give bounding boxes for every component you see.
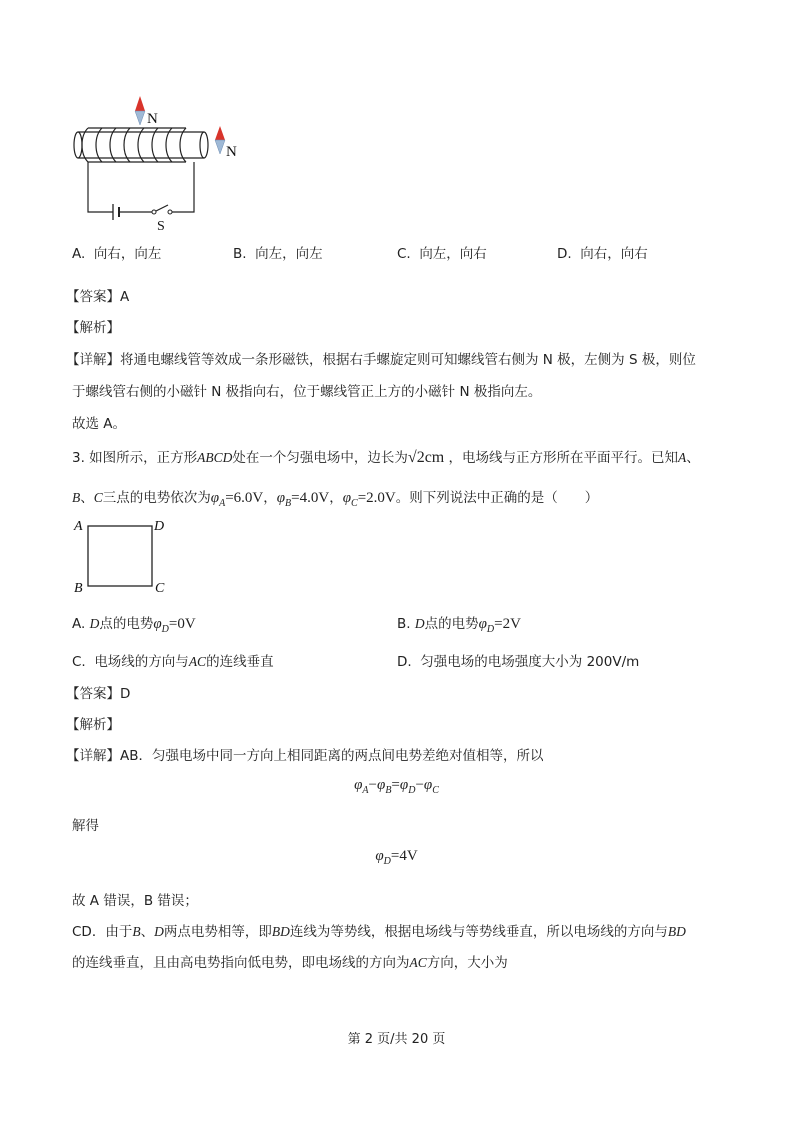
- compass-right-south: [215, 140, 225, 154]
- switch-label: S: [157, 219, 165, 232]
- q3-cd-line2: 的连线垂直，且由高电势指向低电势，即电场线的方向为AC方向，大小为: [72, 955, 508, 971]
- q3-analysis-tag: 【解析】: [66, 717, 120, 733]
- q3-stem-line1: 3. 如图所示，正方形ABCD处在一个匀强电场中，边长为√2cm ，电场线与正方形所在平面平行。已知A、: [72, 449, 700, 466]
- q2-option-c: C. 向左，向右: [397, 246, 487, 262]
- compass-right-north: [215, 126, 225, 140]
- q2-option-d: D. 向右，向右: [557, 246, 648, 262]
- q3-conclusion-ab: 故 A 错误，B 错误；: [72, 893, 198, 909]
- compass-top-north: [135, 96, 145, 111]
- side-length: √2cm: [407, 449, 445, 466]
- q2-analysis-tag: 【解析】: [66, 320, 120, 336]
- square-figure: [72, 514, 172, 596]
- switch-contact: [168, 210, 172, 214]
- vertex-c: C: [155, 581, 165, 596]
- solenoid-figure: [66, 92, 256, 232]
- q2-option-b: B. 向左，向左: [233, 246, 323, 262]
- equation-phi-d: $\varphi_D=4V$: [375, 848, 418, 867]
- compass-right-label: N: [226, 144, 237, 160]
- compass-top-label: N: [147, 111, 158, 127]
- compass-top-south: [135, 111, 145, 125]
- vertex-a: A: [74, 519, 83, 534]
- circuit-wire: [88, 162, 194, 212]
- q3-option-c: C. 电场线的方向与AC的连线垂直: [72, 654, 274, 670]
- q3-detail-line1: 【详解】AB．匀强电场中同一方向上相同距离的两点间电势差绝对值相等，所以: [66, 748, 544, 764]
- equation-potential-difference: $\varphi_A-\varphi_B=\varphi_D-\varphi_C$: [354, 777, 439, 796]
- q2-detail-line1: 【详解】将通电螺线管等效成一条形磁铁，根据右手螺旋定则可知螺线管右侧为 N 极，左侧为 S 极，则位: [66, 352, 696, 368]
- q2-answer: 【答案】A: [66, 289, 130, 305]
- q3-answer: 【答案】D: [66, 686, 131, 702]
- square-abcd: [88, 526, 152, 586]
- q3-stem-line2: B、C三点的电势依次为$\varphi_A=6.0V$，$\varphi_B=4.0V$，$\varphi_C=2.0V$。则下列说法中正确的是（ ）: [72, 490, 599, 509]
- q3-option-b: B. D点的电势$\varphi_D=2V$: [397, 616, 521, 635]
- phi-c-value: $\varphi_C=2.0V$: [342, 490, 396, 509]
- q3-solve-label: 解得: [72, 818, 99, 834]
- page-footer: 第 2 页/共 20 页: [347, 1032, 446, 1047]
- phi-b-value: $\varphi_B=4.0V$: [276, 490, 330, 509]
- switch-contact: [152, 210, 156, 214]
- q2-conclusion: 故选 A。: [72, 416, 127, 432]
- q2-detail-line2: 于螺线管右侧的小磁针 N 极指向右，位于螺线管正上方的小磁针 N 极指向左。: [72, 384, 542, 400]
- q3-option-a: A. D点的电势$\varphi_D=0V$: [72, 616, 196, 635]
- vertex-d: D: [154, 519, 165, 534]
- q3-option-d: D. 匀强电场的电场强度大小为 200V/m: [397, 654, 640, 670]
- vertex-b: B: [74, 581, 83, 596]
- q3-cd-line1: CD．由于B、D两点电势相等，即BD连线为等势线，根据电场线与等势线垂直，所以电场线的方向与BD: [72, 924, 686, 940]
- phi-a-value: $\varphi_A=6.0V$: [210, 490, 264, 509]
- solenoid-coil: [82, 128, 186, 162]
- q2-option-a: A. 向右，向左: [72, 246, 162, 262]
